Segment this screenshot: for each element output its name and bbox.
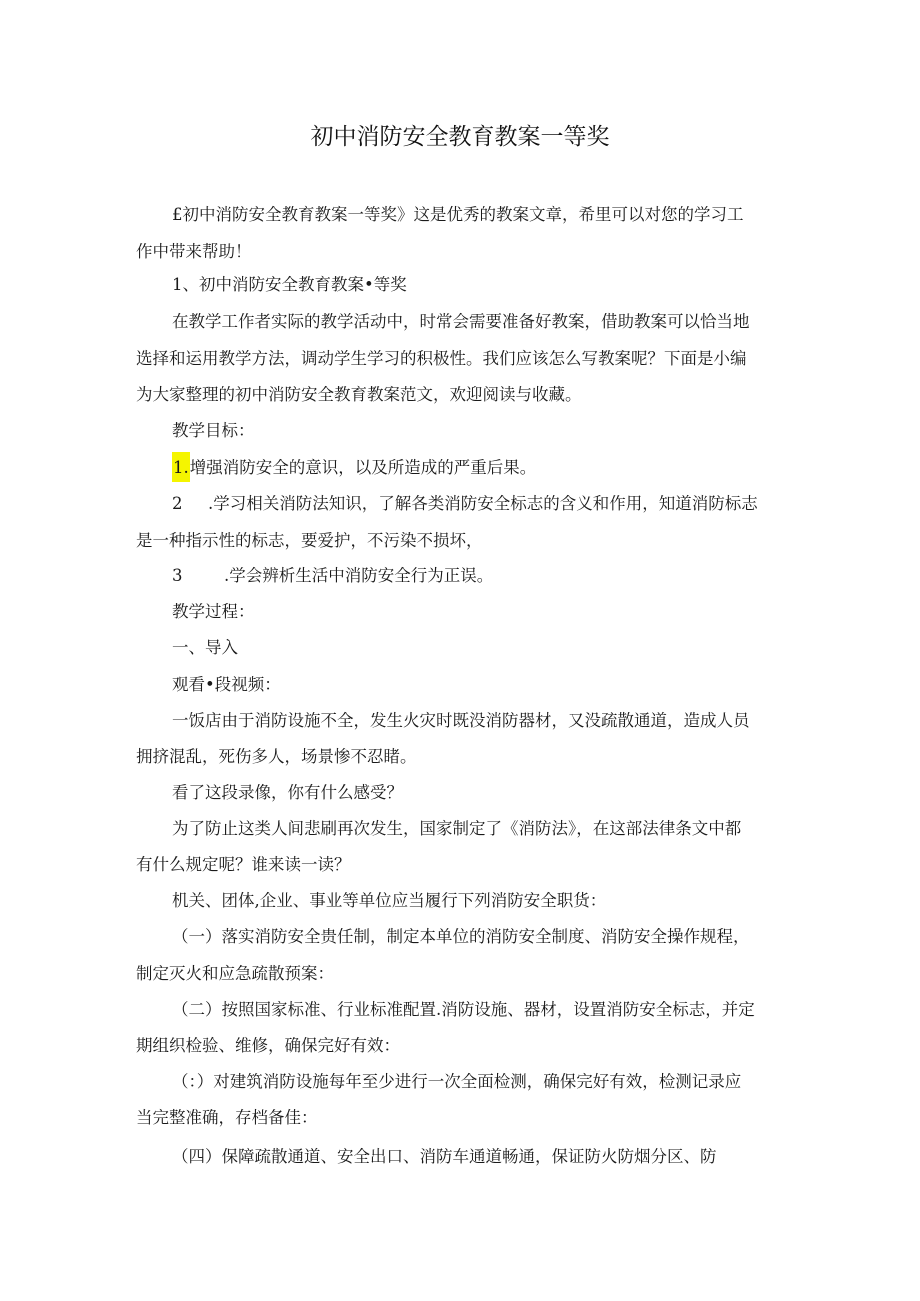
goal-2-line-2: 是一种指示性的标志，要爱护，不污染不损坏，: [136, 531, 483, 550]
goal-2-number: 2: [172, 494, 183, 513]
goal-3-number: 3: [172, 566, 183, 585]
goals-heading: 教学目标：: [172, 421, 255, 440]
goal-3: [136, 557, 812, 594]
duty-3-line-1: （：）对建筑消防设施每年至少进行一次全面检测，确保完好有效，检测记录应: [172, 1072, 742, 1091]
duty-1-line-1: （一）落实消防安全贵任制，制定本单位的消防安全制度、消防安全操作规程，: [172, 927, 750, 946]
process-heading: 教学过程：: [172, 602, 255, 621]
paragraph-line-3: 为大家整理的初中消防安全教育教案范文，欢迎阅读与收藏。: [136, 385, 582, 404]
goal-2-text: .学习相关消防法知识，了解各类消防安全标志的含义和作用，知道消防标志: [208, 494, 758, 513]
law-line-2: 有什么规定呢？谁来读一读？: [136, 855, 351, 874]
intro-line-1: £初中消防安全教育教案一等奖》这是优秀的教案文章，希里可以对您的学习工: [172, 205, 744, 224]
duty-2-line-1: （二）按照国家标准、行业标准配置.消防设施、器材，设置消防安全标志，并定: [172, 1000, 755, 1019]
goal-1-number-highlight: 1.: [172, 452, 190, 482]
watch-video: 观看•段视频：: [172, 675, 281, 694]
goal-3-text: .学会辨析生活中消防安全行为正误。: [224, 566, 494, 585]
paragraph-line-2: 选择和运用教学方法，调动学生学习的积极性。我们应该怎么写教案呢？下面是小编: [136, 349, 747, 368]
duty-4-line-1: （四）保障疏散通道、安全出口、消防车通道畅通，保证防火防烟分区、防: [172, 1147, 717, 1166]
duty-3-line-2: 当完整准确，存档备佳：: [136, 1108, 318, 1127]
section-heading-1: 1、初中消防安全教育教案•等奖: [172, 275, 407, 294]
law-line-1: 为了防止这类人间悲刷再次发生，国家制定了《消防法》，在这部法律条文中都: [172, 819, 742, 838]
question-1: 看了这段录像，你有什么感受？: [172, 783, 403, 802]
paragraph-line-1: 在教学工作者实际的教学活动中，时常会需要准备好教案，借助教案可以恰当地: [172, 312, 750, 331]
intro-line-2: 作中带来帮助！: [136, 242, 252, 261]
intro-step: 一、导入: [172, 638, 238, 657]
document-title: 初中消防安全教育教案一等奖: [310, 124, 610, 150]
duty-2-line-2: 期组织检验、维修，确保完好有效：: [136, 1036, 400, 1055]
goal-1-text: 增强消防安全的意识，以及所造成的严重后果。: [189, 458, 537, 477]
story-line-1: 一饭店由于消防设施不全，发生火灾时既没消防器材，又没疏散通道，造成人员: [172, 711, 750, 730]
duties-intro: 机关、团体,企业、事业等单位应当履行下列消防安全职货：: [172, 891, 607, 910]
story-line-2: 拥挤混乱，死伤多人，场景惨不忍睹。: [136, 747, 417, 766]
duty-1-line-2: 制定灭火和应急疏散预案：: [136, 964, 334, 983]
goal-2-line-1: [136, 485, 812, 522]
goal-1: [136, 449, 812, 486]
